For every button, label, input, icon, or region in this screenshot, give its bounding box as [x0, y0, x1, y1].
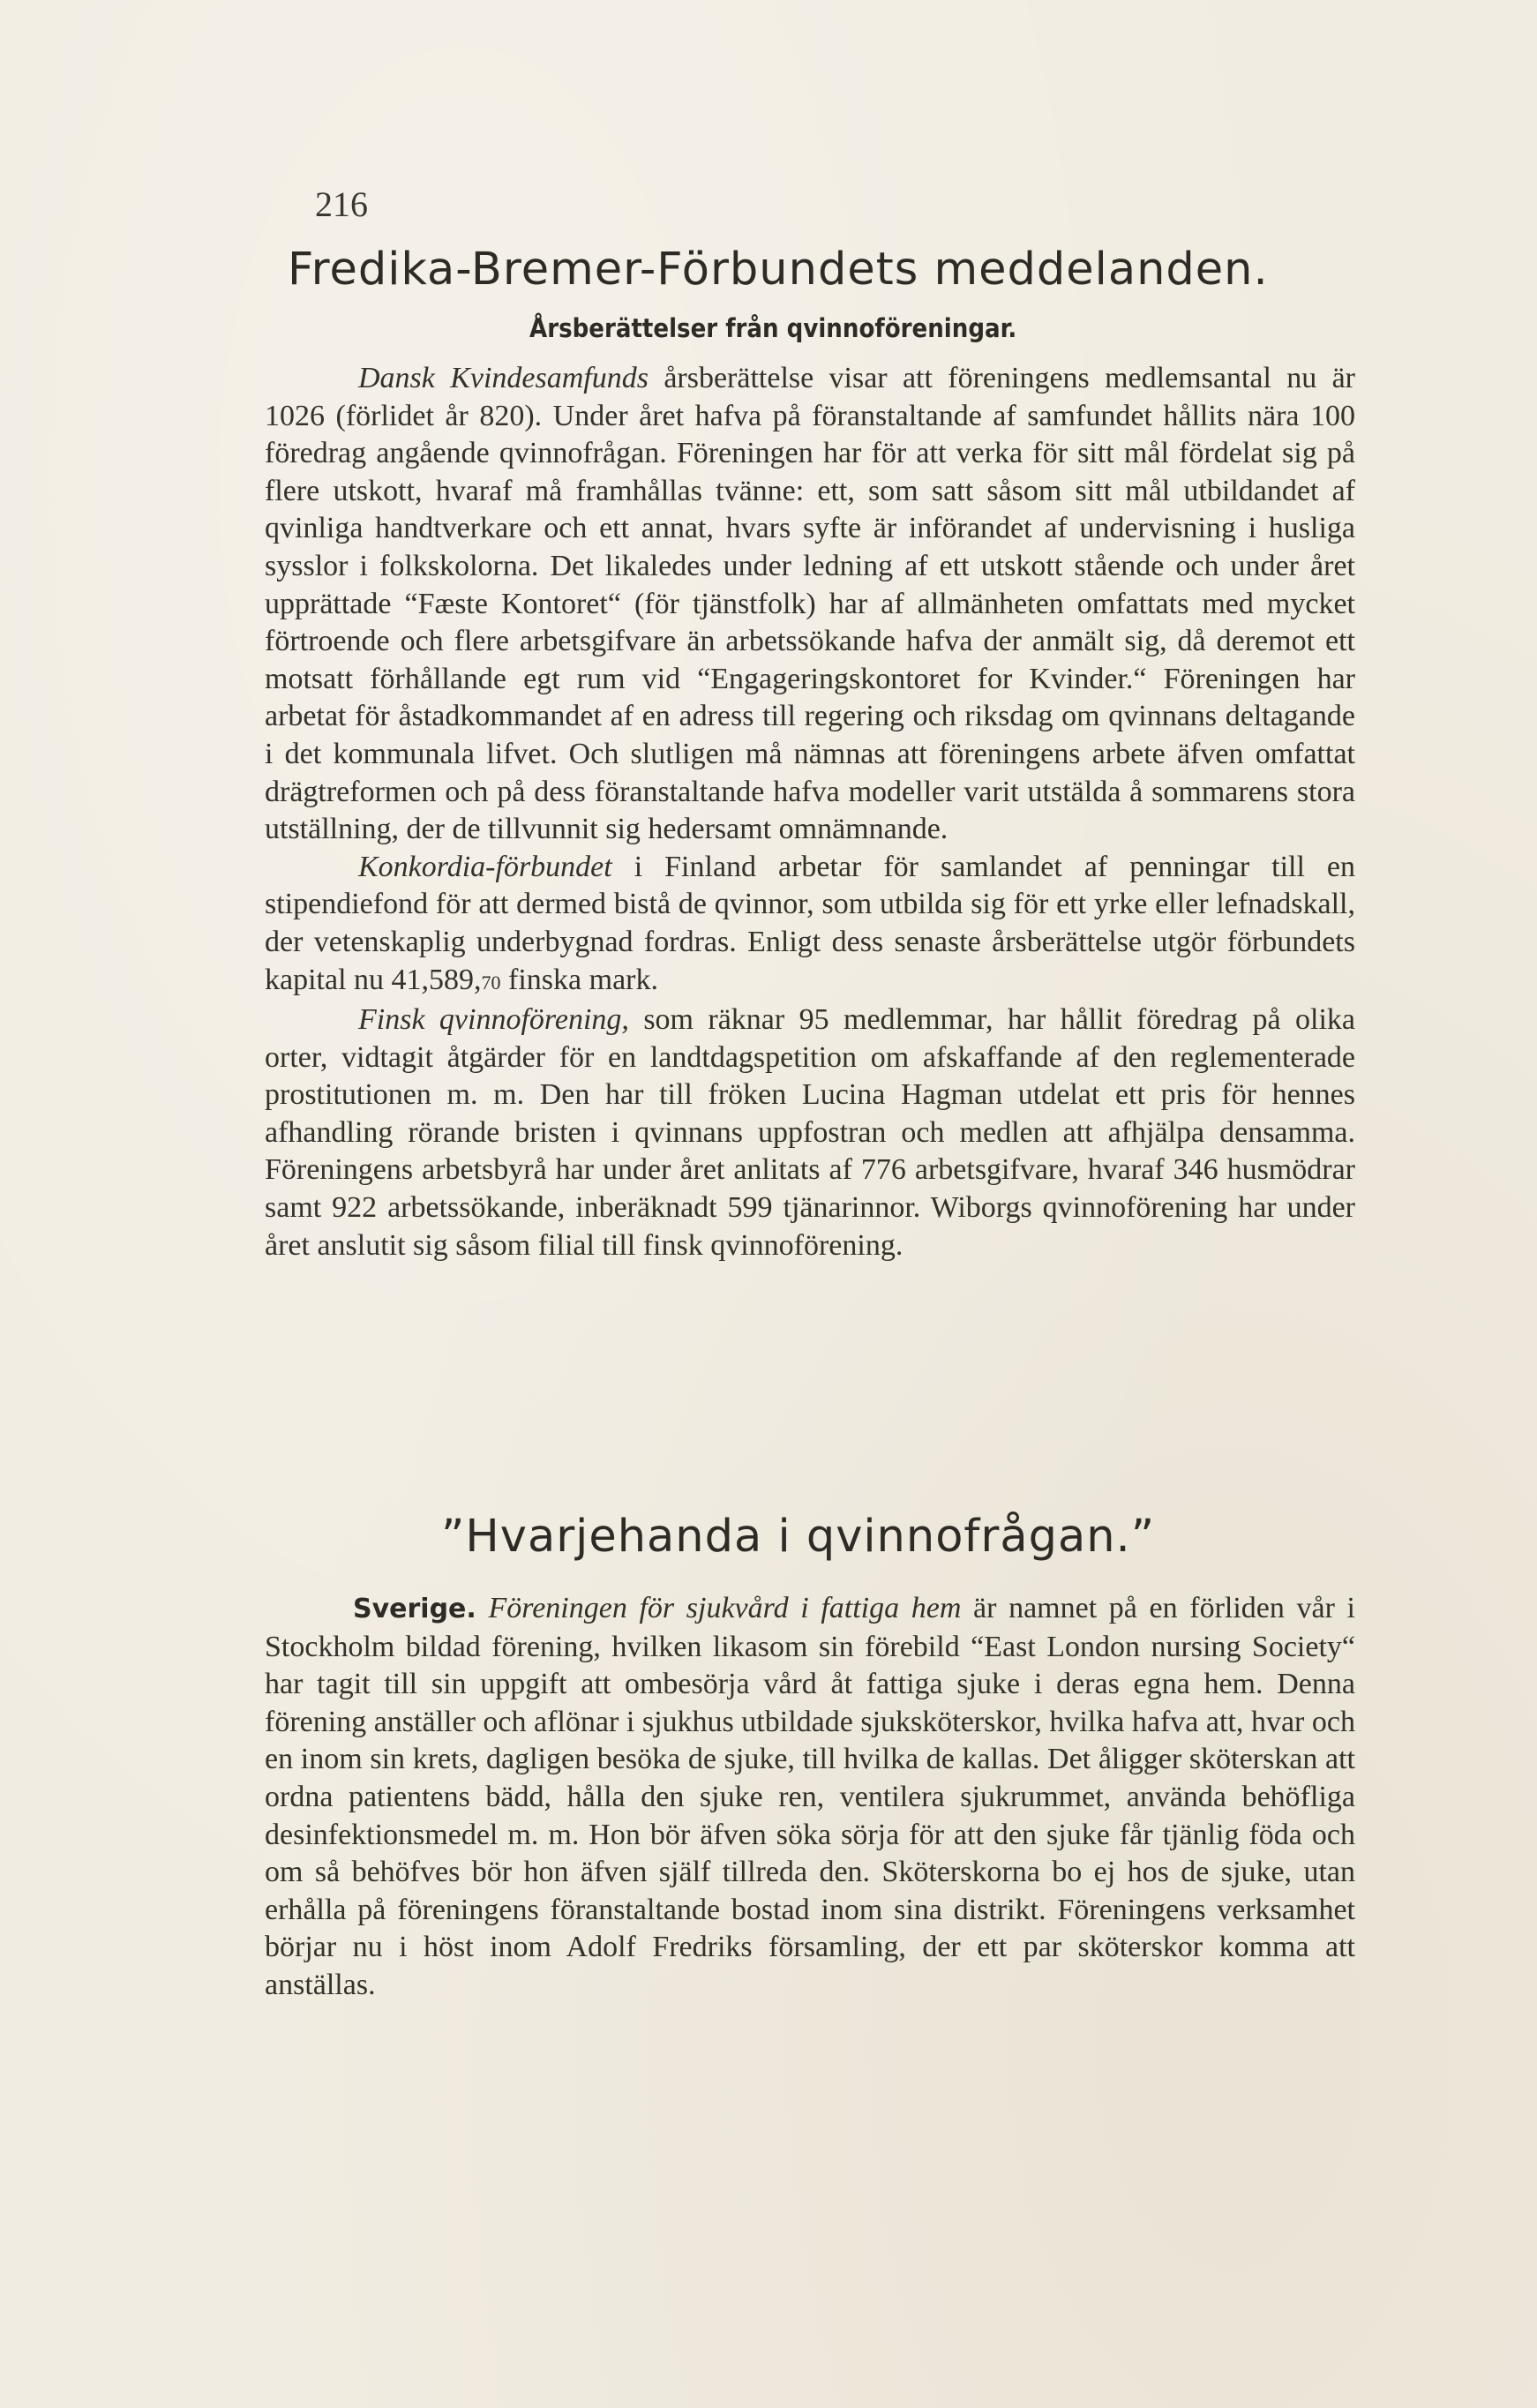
- report-text-end: finska mark.: [500, 963, 658, 996]
- section-title: ”Hvarjehanda i qvinnofrågan.”: [441, 1511, 1156, 1563]
- report-cents: 70: [481, 971, 501, 994]
- report-paragraph-konkordia: [265, 849, 1355, 1001]
- section-lead: Föreningen för sjukvård i fattiga hem: [488, 1592, 962, 1624]
- report-text: årsberättelse visar att föreningens medlemsantal nu är 1026 (förlidet år 820). Under året hafva på föranstaltande af samfundet hållits nära 100 föredrag angående qvinnofrågan. Föreningen har för att verka för sitt mål fördelat sig på flere utskott, hvaraf må framhållas tvänne: ett, som satt såsom sitt mål utbildandet af qvinliga handtverkare och ett annat, hvars syfte är införandet af undervisning i husliga sysslor i folkskolorna. Det likaledes under ledning af ett utskott stående och under året upprättade “Fæste Kontoret“ (för tjänstfolk) har af allmänheten omfattats med mycket förtroende och flere arbetsgifvare än arbetssökande hafva der anmält sig, då deremot ett motsatt förhållande egt rum vid “Engageringskontoret for Kvinder.“ Föreningen har arbetat för åstadkommandet af en adress till regering och riksdag om qvinnans deltagande i det kommunala lifvet. Och slutligen må nämnas att föreningens arbete äfven omfattat drägtreformen och på dess föranstaltande hafva modeller varit utstälda å sommarens stora utställning, der de tillvunnit sig hedersamt omnämnande.: [265, 362, 1355, 846]
- report-text: som räknar 95 medlemmar, har hållit föredrag på olika orter, vidtagit åtgärder för en landtdagspetition om afskaffande af den reglementerade prostitutionen m. m. Den har till fröken Lucina Hagman utdelat ett pris för hennes afhandling rörande bristen i qvinnans uppfostran och medlen att afhjälpa densamma. Föreningens arbetsbyrå har under året anlitats af 776 arbetsgifvare, hvaraf 346 husmödrar samt 922 arbetssökande, inberäknadt 599 tjänarinnor. Wiborgs qvinnoförening har under året anslutit sig såsom filial till finsk qvinnoförening.: [265, 1003, 1355, 1262]
- page-number: 216: [315, 184, 368, 224]
- report-lead: Konkordia-förbundet: [358, 850, 612, 883]
- report-lead: Finsk qvinnoförening,: [358, 1003, 629, 1037]
- section-text: är namnet på en förliden vår i Stockholm bildad förening, hvilken likasom sin förebild “East London nursing Society“ har tagit till sin uppgift att ombesörja vård åt fattiga sjuke i deras egna hem. Denna förening anställer och aflönar i sjukhus utbildade sjuksköterskor, hvilka hafva att, hvar och en inom sin krets, dagligen besöka de sjuke, till hvilka de kallas. Det åligger sköterskan att ordna patientens bädd, hålla den sjuke ren, ventilera sjukrummet, använda behöfliga desinfektionsmedel m. m. Hon bör äfven söka sörja för att den sjuke får tjänlig föda och om så behöfves bör hon äfven själf tillreda den. Sköterskorna bo ej hos de sjuke, utan erhålla på föreningens föranstaltande bostad inom sina distrikt. Föreningens verksamhet börjar nu i höst inom Adolf Fredriks församling, der ett par sköterskor komma att anställas.: [265, 1592, 1356, 2001]
- section-subtitle: Årsberättelser från qvinnoföreningar.: [529, 313, 1017, 343]
- report-text: i Finland arbetar för samlandet af penningar till en stipendiefond för att dermed bistå de qvinnor, som utbilda sig för ett yrke eller lefnadskall, der vetenskaplig underbygnad fordras. Enligt dess senaste årsberättelse utgör förbundets kapital nu 41,589,: [265, 850, 1355, 996]
- report-paragraph-finsk: [265, 1001, 1355, 1264]
- reports-block: [265, 360, 1355, 1264]
- report-lead: Dansk Kvindesamfunds: [358, 362, 649, 394]
- report-paragraph-dansk: [265, 360, 1355, 849]
- page-title: Fredika-Bremer-Förbundets meddelanden.: [288, 244, 1269, 296]
- section-block: [265, 1590, 1355, 2005]
- section-paragraph: [265, 1590, 1355, 2005]
- country-label: Sverige.: [353, 1594, 476, 1624]
